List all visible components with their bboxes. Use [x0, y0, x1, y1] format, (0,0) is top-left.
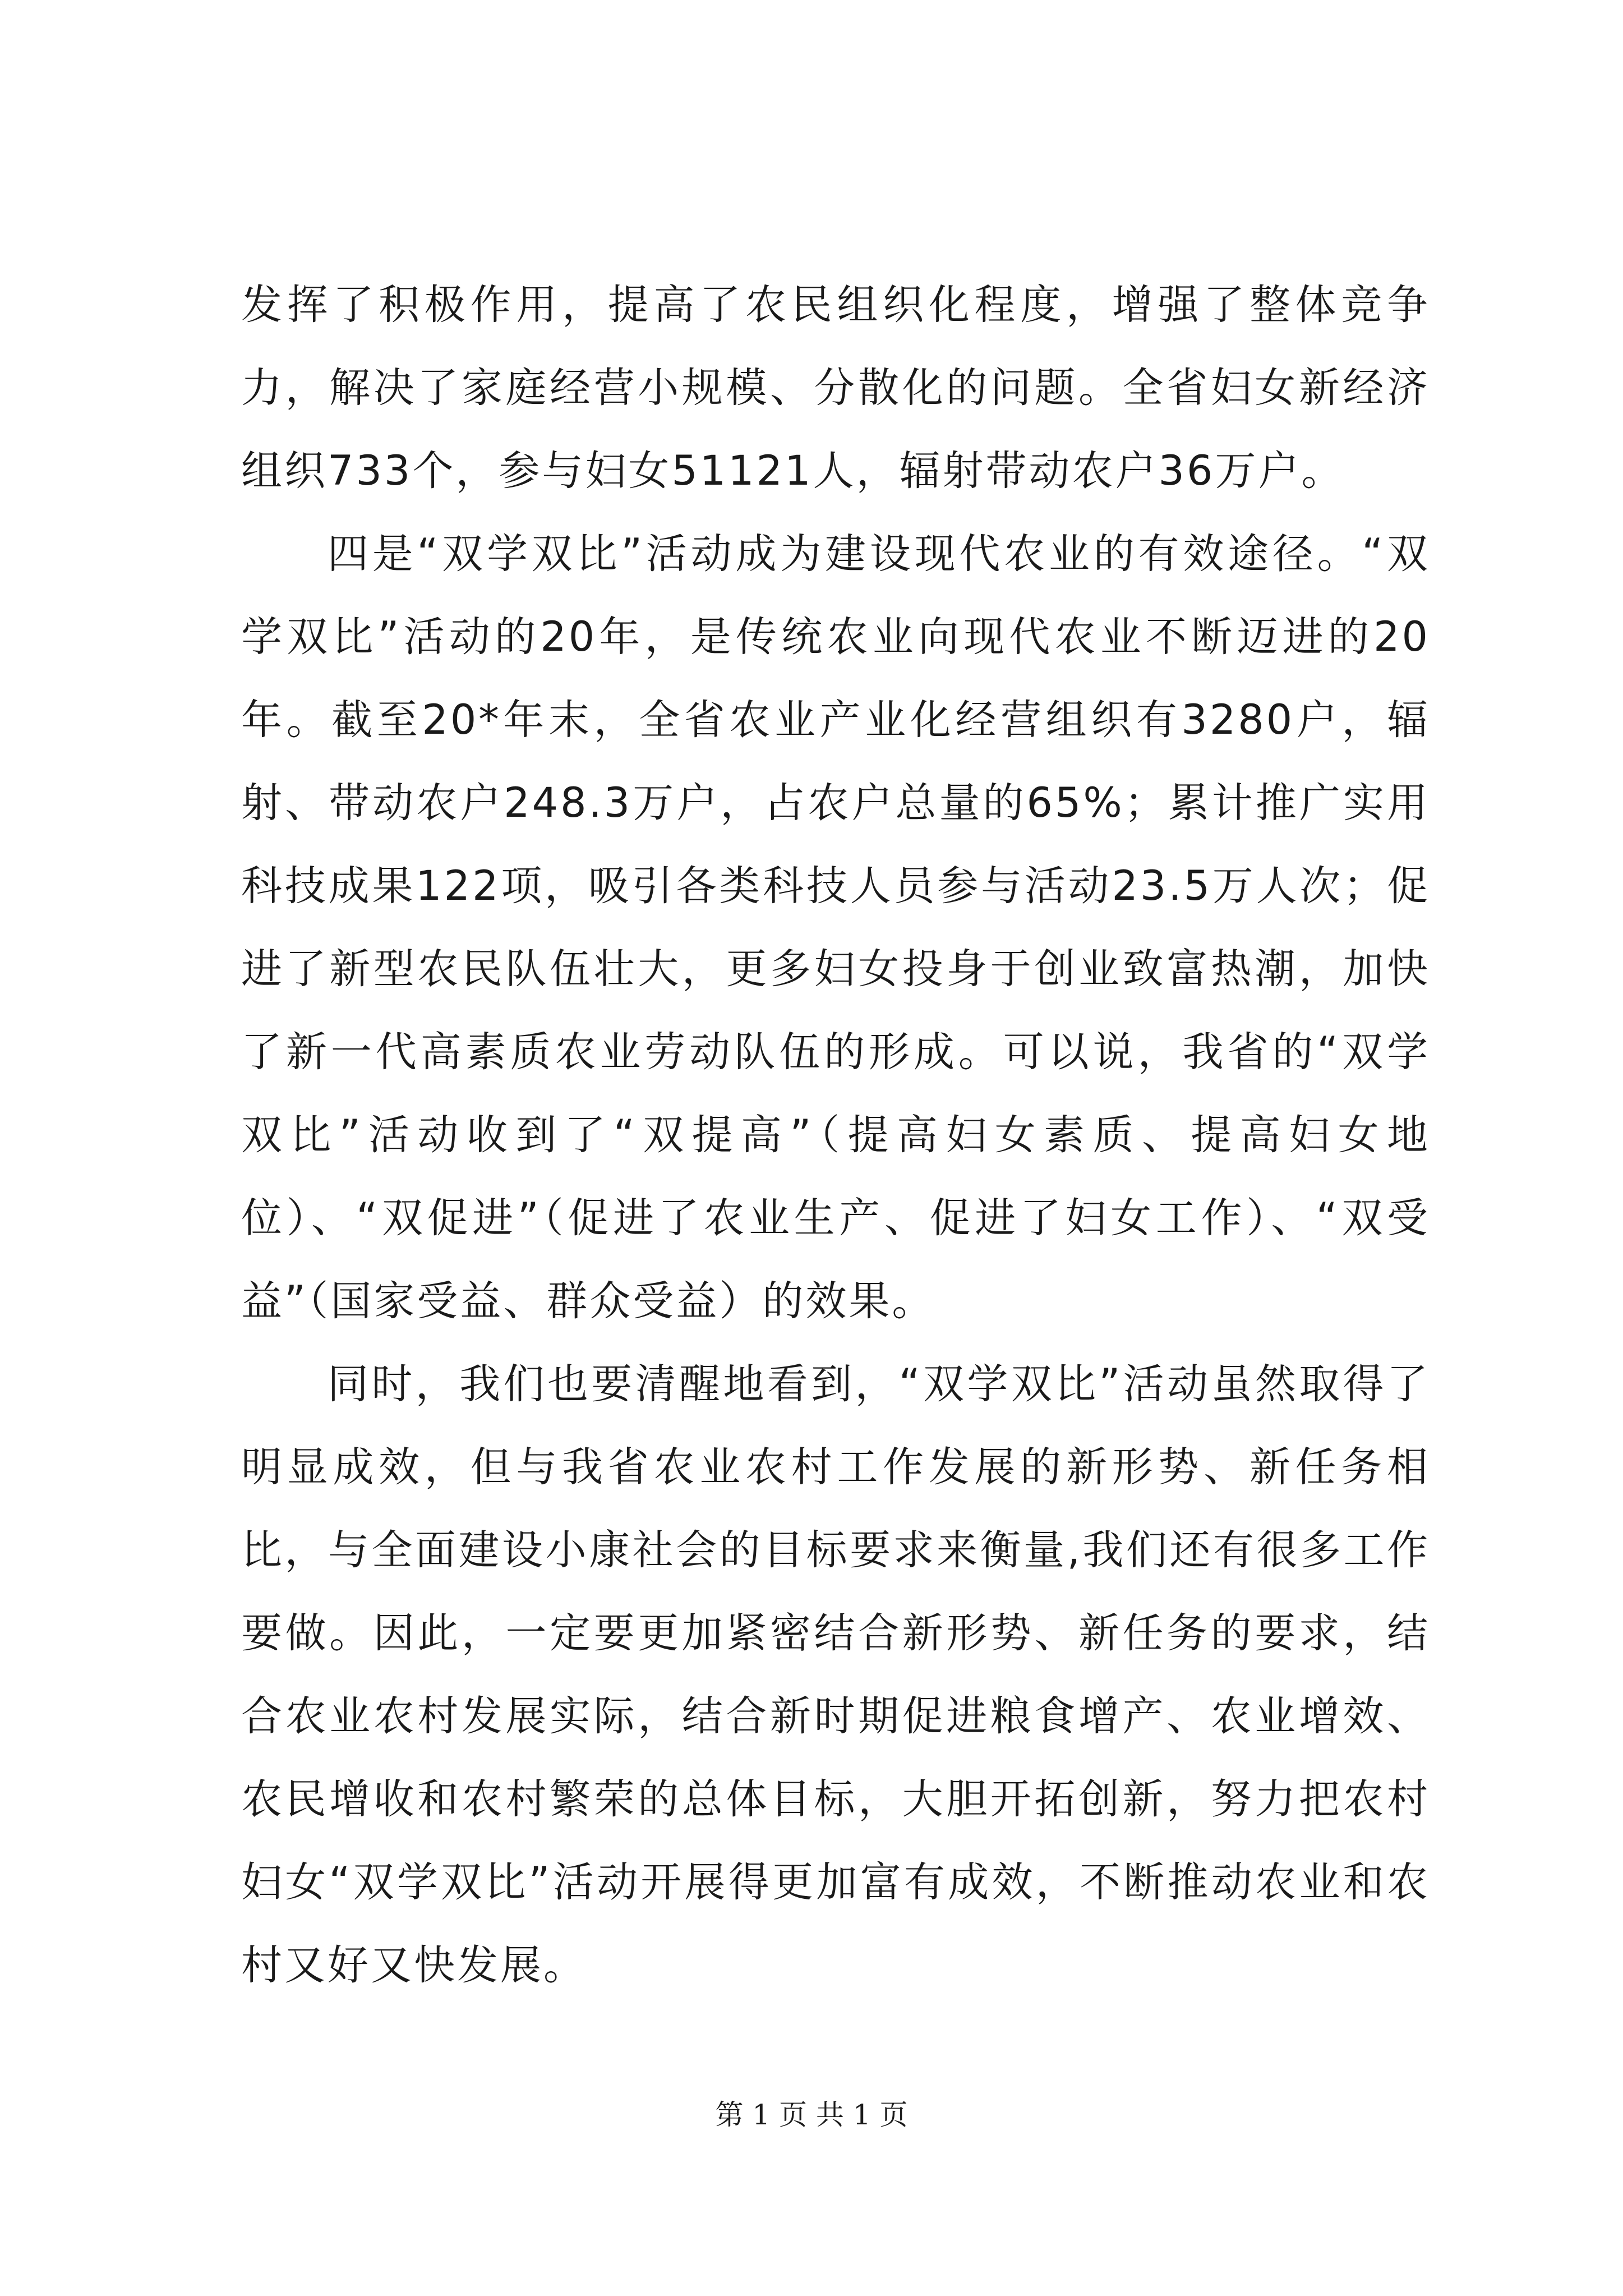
page-number-footer: 第 1 页 共 1 页 — [715, 2099, 908, 2131]
paragraph-point-four: 四是“双学双比”活动成为建设现代农业的有效途径。“双学双比”活动的20年，是传统农业向现代农业不断迈进的20年。截至20*年末，全省农业产业化经营组织有3280户，辐射、带动农户248.3万户，占农户总量的65%；累计推广实用科技成果122项，吸引各类科技人员参与活动23.5万人次；促进了新型农民队伍壮大，更多妇女投身于创业致富热潮，加快了新一代高素质农业劳动队伍的形成。可以说，我省的“双学双比”活动收到了“双提高”（提高妇女素质、提高妇女地位）、“双促进”（促进了农业生产、促进了妇女工作）、“双受益”（国家受益、群众受益）的效果。 — [241, 530, 1430, 1325]
paragraph-continuation: 发挥了积极作用，提高了农民组织化程度，增强了整体竞争力，解决了家庭经营小规模、分散化的问题。全省妇女新经济组织733个，参与妇女51121人，辐射带动农户36万户。 — [241, 281, 1430, 495]
paragraph-meanwhile: 同时，我们也要清醒地看到，“双学双比”活动虽然取得了明显成效，但与我省农业农村工作发展的新形势、新任务相比，与全面建设小康社会的目标要求来衡量,我们还有很多工作要做。因此，一定要更加紧密结合新形势、新任务的要求，结合农业农村发展实际，结合新时期促进粮食增产、农业增效、农民增收和农村繁荣的总体目标，大胆开拓创新，努力把农村妇女“双学双比”活动开展得更加富有成效，不断推动农业和农村又好又快发展。 — [241, 1360, 1430, 1989]
document-body — [241, 264, 1430, 2007]
